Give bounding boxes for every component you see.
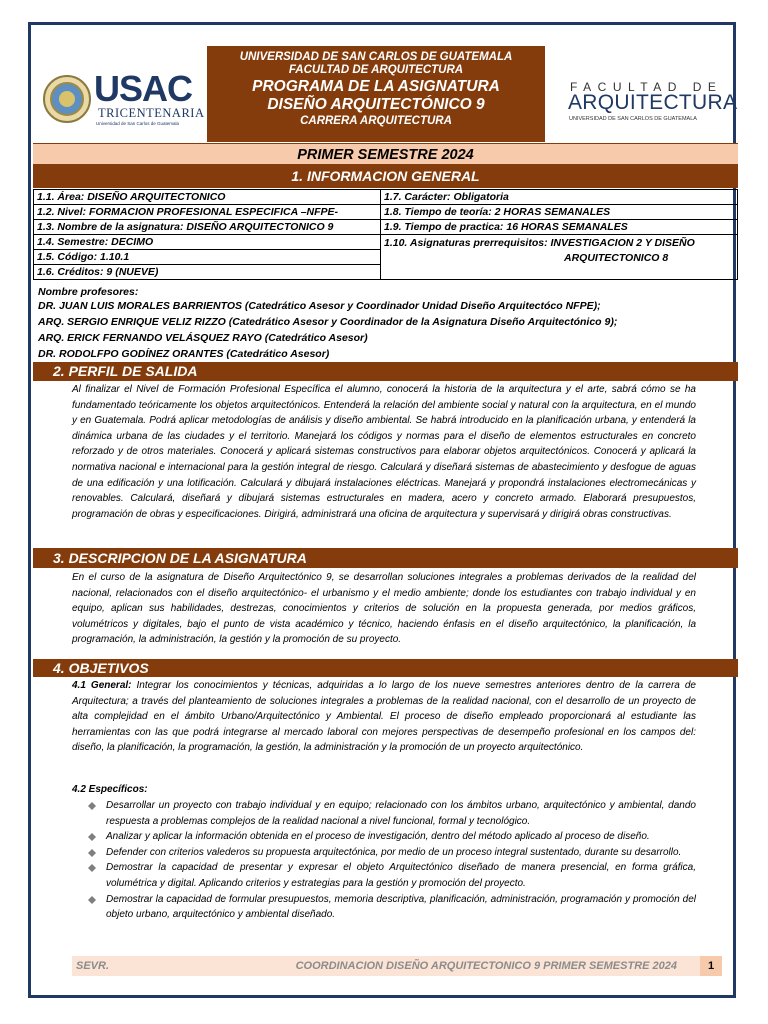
info-prerequisites-line1: 1.10. Asignaturas prerrequisitos: INVESTIGACION 2 Y DISEÑO: [384, 237, 695, 249]
general-objective-label: 4.1 General:: [72, 680, 132, 691]
faculty-logo-caption: UNIVERSIDAD DE SAN CARLOS DE GUATEMALA: [569, 116, 697, 122]
exit-profile-text: Al finalizar el Nivel de Formación Profesional Específica el alumno, conocerá la historia de la arquitectura y el arte, sabrá cómo se ha fundamentado teóricamente los objetos arquitectónicos. Entenderá la relación del ambiente social y natural con la arquitectura, en el mundo y en Guatemala. Podrá aplicar metodologías de análisis y diseño ambiental. Se habrá introducido en la planificación urbana, y entenderá la dinámica urbana de las ciudades y el territorio. Manejará los códigos y normas para el diseño de elementos estructurales en concreto reforzado y de otros materiales. Conocerá y aplicará sistemas constructivos para elaborar objetos arquitectónicos. Conocerá y aplicará la normativa nacional e internacional para la gestión integral de riesgo. Calculará y diseñará sistemas de abastecimiento y desfogue de aguas de una edificación y una lotificación. Calculará y dibujará instalaciones eléctricas. Manejará y propondrá instalaciones electromecánicas y renovables. Calculará, diseñará y dibujará sistemas estructurales en madera, acero y concreto armado. Elaborará presupuestos, programación de obras y especificaciones. Dirigirá, administrará una oficina de arquitectura y supervisará y dirigirá obras constructivas.: [72, 384, 696, 520]
general-objective: [72, 678, 696, 756]
semester-title: PRIMER SEMESTRE 2024: [33, 143, 738, 165]
faculty-logo: [566, 80, 738, 130]
specific-objectives-list: [88, 798, 696, 923]
info-practice-time: 1.9. Tiempo de practica: 16 HORAS SEMANALES: [381, 220, 738, 235]
faculty-logo-line1: FACULTAD DE: [570, 80, 723, 94]
specific-objective-text: Defender con criterios valederos su propuesta arquitectónica, por medio de un proceso integral sustentado, durante su desarrollo.: [106, 846, 682, 858]
specific-objective-text: Demostrar la capacidad de presentar y expresar el objeto Arquitectónico diseñado de manera presencial, en forma gráfica, volumétrica y digital. Aplicando criterios y estrategias para la gestión y promoción del proyecto.: [106, 862, 696, 889]
section-1-header: [33, 165, 738, 188]
professors-label: Nombre profesores:: [38, 286, 139, 298]
section-4-header: [33, 659, 738, 677]
footer-coordination: COORDINACION DISEÑO ARQUITECTONICO 9 PRIMER SEMESTRE 2024: [295, 960, 677, 972]
list-item: [88, 892, 696, 923]
section-1-title: 1. INFORMACION GENERAL: [291, 168, 480, 184]
usac-logo-caption: Universidad de San Carlos de Guatemala: [96, 121, 180, 126]
section-4-title: 4. OBJETIVOS: [53, 660, 149, 676]
footer-initials: SEVR.: [76, 960, 110, 972]
program-banner: [207, 46, 545, 142]
diamond-bullet-icon: [88, 864, 96, 872]
list-item: [88, 845, 696, 861]
specific-objective-text: Demostrar la capacidad de formular presupuestos, memoria descriptiva, planificación, administración, programación y promoción del objeto urbano, arquitectónico y ambiental diseñado.: [106, 893, 696, 921]
usac-logo-subtitle: TRICENTENARIA: [98, 106, 205, 120]
info-theory-time: 1.8. Tiempo de teoría: 2 HORAS SEMANALES: [381, 205, 738, 220]
diamond-bullet-icon: [88, 802, 96, 810]
general-info-table: [33, 189, 738, 280]
page-footer: [72, 956, 702, 976]
info-prerequisites: [381, 235, 738, 280]
info-prerequisites-line2: ARQUITECTONICO 8: [564, 252, 669, 264]
info-character: 1.7. Carácter: Obligatoria: [381, 190, 738, 205]
info-code: 1.5. Código: 1.10.1: [34, 250, 381, 265]
info-semester: 1.4. Semestre: DECIMO: [34, 235, 381, 250]
professor-1: DR. JUAN LUIS MORALES BARRIENTOS (Catedrático Asesor y Coordinador Unidad Diseño Arquitectóco NFPE);: [38, 300, 601, 312]
banner-faculty: FACULTAD DE ARQUITECTURA: [288, 64, 464, 77]
specific-objective-text: Desarrollar un proyecto con trabajo individual y en equipo; relacionado con los ámbitos urbano, arquitectónico y ambiental, dando respuesta a problemas complejos de la realidad nacional a nivel funcional, formal y tecnológico.: [106, 800, 696, 827]
list-item: [88, 798, 696, 829]
info-level: 1.2. Nivel: FORMACION PROFESIONAL ESPECIFICA –NFPE-: [34, 205, 381, 220]
info-credits: 1.6. Créditos: 9 (NUEVE): [34, 265, 381, 280]
diamond-bullet-icon: [88, 849, 96, 857]
info-area: 1.1. Área: DISEÑO ARQUITECTONICO: [34, 190, 381, 205]
faculty-logo-line2: ARQUITECTURA: [568, 91, 738, 114]
general-objective-text: Integrar los conocimientos y técnicas, adquiridas a lo largo de los nueve semestres anteriores dentro de la carrera de Arquitectura; a través del planteamiento de soluciones integrales a problemas de la realidad nacional, con el desarrollo de un proyecto de alta complejidad en el ámbito Urbano/Arquitectónico y Ambiental. El proceso de diseño empleado proporcionará al estudiante las herramientas con las que podrá integrarse al mercado laboral con mejores perspectivas de desempeño profesional en los campos del: diseño, la planificación, la programación, la gestión, la administración y la promoción de un proyecto arquitectónico.: [72, 680, 696, 754]
page-number: 1: [700, 956, 722, 976]
professor-3: ARQ. ERICK FERNANDO VELÁSQUEZ RAYO (Catedrático Asesor): [38, 332, 368, 344]
diamond-bullet-icon: [88, 833, 96, 841]
section-3-title: 3. DESCRIPCION DE LA ASIGNATURA: [53, 550, 307, 566]
specific-objectives-label: 4.2 Específicos:: [72, 784, 148, 795]
section-2-header: [33, 362, 738, 381]
usac-logo-name: USAC: [94, 68, 193, 109]
professors-block: [38, 286, 738, 362]
usac-logo: [42, 68, 205, 128]
banner-course: DISEÑO ARQUITECTÓNICO 9: [267, 96, 485, 114]
list-item: [88, 829, 696, 845]
banner-career: CARRERA ARQUITECTURA: [300, 115, 452, 128]
info-course-name: 1.3. Nombre de la asignatura: DISEÑO ARQUITECTONICO 9: [34, 220, 381, 235]
diamond-bullet-icon: [88, 896, 96, 904]
professor-4: DR. RODOLFPO GODÍNEZ ORANTES (Catedrático Asesor): [38, 348, 330, 360]
list-item: [88, 860, 696, 891]
professor-2: ARQ. SERGIO ENRIQUE VELIZ RIZZO (Catedrático Asesor y Coordinador de la Asignatura Diseño Arquitectónico 9);: [38, 316, 618, 328]
specific-objective-text: Analizar y aplicar la información obtenida en el proceso de investigación, dentro del método aplicado al proceso de diseño.: [106, 831, 650, 843]
banner-program: PROGRAMA DE LA ASIGNATURA: [252, 78, 500, 96]
course-description-text: En el curso de la asignatura de Diseño Arquitectónico 9, se desarrollan soluciones integrales a problemas derivados de la realidad del nacional, relacionados con el diseño arquitectónico- el urbanismo y el medio ambiente; donde los estudiantes con trabajo individual y en equipo, aplican sus habilidades, destrezas, conocimientos y criterios de solución en la propuesta generada, por medios gráficos, volumétricos y digitales, bajo el punto de vista académico y técnico, haciendo énfasis en el diseño arquitectónico, la planificación, la programación, la administración, la gestión y la promoción de su proyecto.: [72, 572, 696, 646]
banner-university: UNIVERSIDAD DE SAN CARLOS DE GUATEMALA: [239, 51, 513, 63]
section-2-title: 2. PERFIL DE SALIDA: [53, 363, 198, 379]
section-3-header: [33, 548, 738, 568]
